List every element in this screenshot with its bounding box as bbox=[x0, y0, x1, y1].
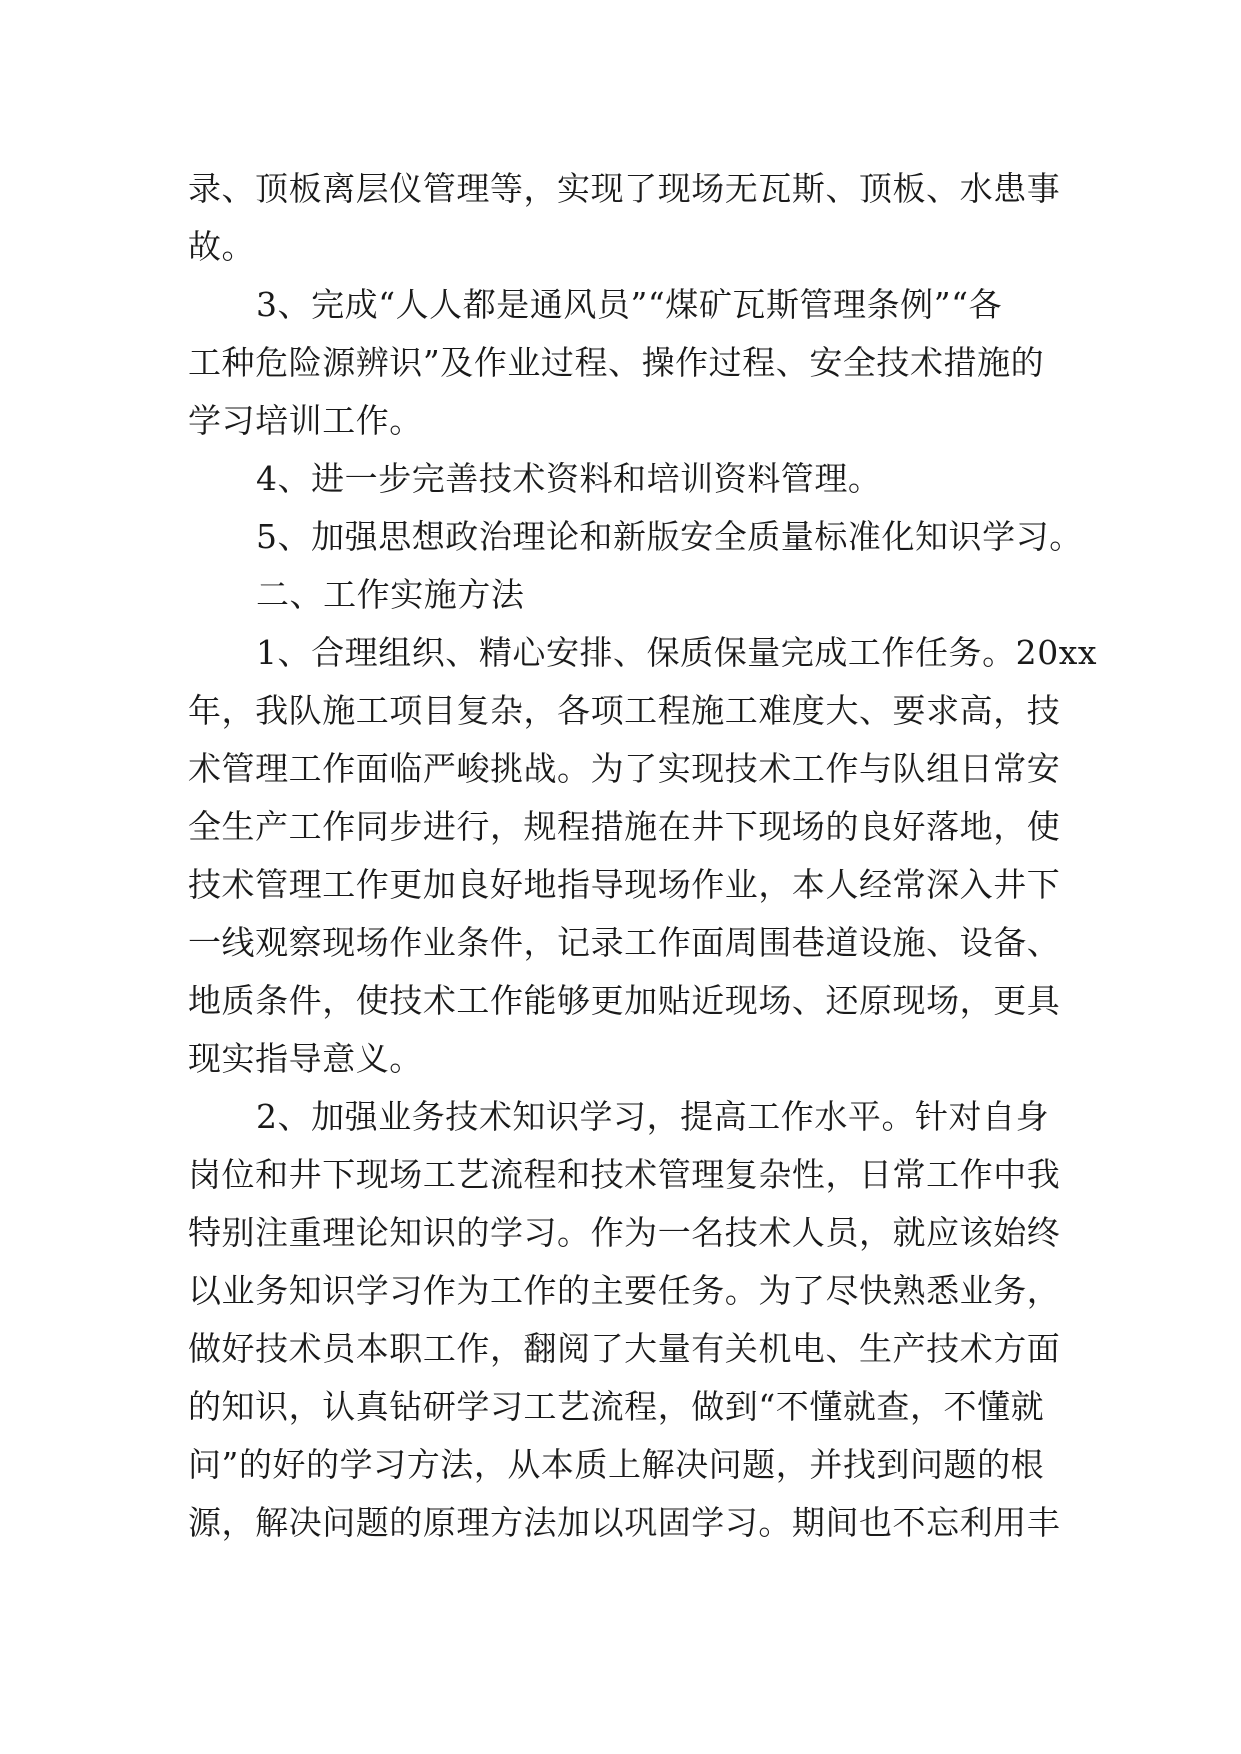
document-body bbox=[188, 160, 1098, 1552]
text-line: 做好技术员本职工作，翻阅了大量有关机电、生产技术方面 bbox=[188, 1329, 1061, 1368]
heading-line: 二、工作实施方法 bbox=[256, 575, 525, 614]
text-line: 学习培训工作。 bbox=[188, 401, 423, 440]
paragraph-6 bbox=[188, 1088, 1068, 1552]
text-line: 3、完成“人人都是通风员”“煤矿瓦斯管理条例”“各 bbox=[256, 285, 1003, 324]
text-line: 技术管理工作更加良好地指导现场作业，本人经常深入井下 bbox=[188, 865, 1061, 904]
text-line: 术管理工作面临严峻挑战。为了实现技术工作与队组日常安 bbox=[188, 749, 1061, 788]
text-line: 录、顶板离层仪管理等，实现了现场无瓦斯、顶板、水患事 bbox=[188, 169, 1061, 208]
text-line: 工种危险源辨识”及作业过程、操作过程、安全技术措施的 bbox=[188, 343, 1045, 382]
text-line: 1、合理组织、精心安排、保质保量完成工作任务。20xx bbox=[256, 633, 1098, 672]
text-line: 特别注重理论知识的学习。作为一名技术人员，就应该始终 bbox=[188, 1213, 1061, 1252]
text-line: 故。 bbox=[188, 227, 256, 266]
text-line: 全生产工作同步进行，规程措施在井下现场的良好落地，使 bbox=[188, 807, 1061, 846]
paragraph-5 bbox=[188, 624, 1098, 1088]
section-heading bbox=[188, 566, 1068, 624]
text-line: 2、加强业务技术知识学习，提高工作水平。针对自身 bbox=[256, 1097, 1050, 1136]
text-line: 以业务知识学习作为工作的主要任务。为了尽快熟悉业务， bbox=[188, 1271, 1061, 1310]
text-line: 年，我队施工项目复杂，各项工程施工难度大、要求高，技 bbox=[188, 691, 1061, 730]
text-line: 地质条件，使技术工作能够更加贴近现场、还原现场，更具 bbox=[188, 981, 1061, 1020]
paragraph-2 bbox=[188, 276, 1068, 450]
text-line: 现实指导意义。 bbox=[188, 1039, 423, 1078]
text-line: 的知识，认真钻研学习工艺流程，做到“不懂就查，不懂就 bbox=[188, 1387, 1045, 1426]
text-line: 岗位和井下现场工艺流程和技术管理复杂性，日常工作中我 bbox=[188, 1155, 1061, 1194]
paragraph-3 bbox=[188, 450, 1068, 508]
text-line: 一线观察现场作业条件，记录工作面周围巷道设施、设备、 bbox=[188, 923, 1061, 962]
paragraph-4 bbox=[188, 508, 1083, 566]
text-line: 问”的好的学习方法，从本质上解决问题，并找到问题的根 bbox=[188, 1445, 1045, 1484]
text-line: 4、进一步完善技术资料和培训资料管理。 bbox=[256, 459, 882, 498]
paragraph-1 bbox=[188, 160, 1068, 276]
text-line: 5、加强思想政治理论和新版安全质量标准化知识学习。 bbox=[256, 517, 1083, 556]
text-line: 源，解决问题的原理方法加以巩固学习。期间也不忘利用丰 bbox=[188, 1503, 1061, 1542]
